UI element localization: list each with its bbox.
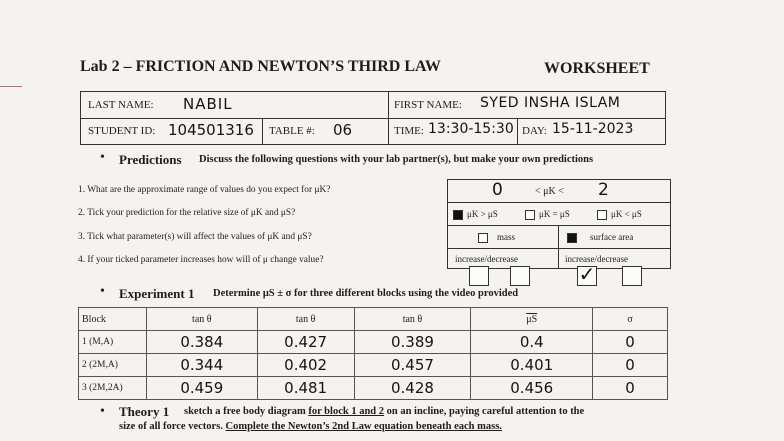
student-id-label: STUDENT ID:: [88, 125, 156, 137]
range-symbol: < μK <: [535, 186, 564, 197]
predictions-heading: Predictions: [119, 152, 182, 167]
day-field[interactable]: 15-11-2023: [552, 121, 634, 137]
time-label: TIME:: [394, 125, 424, 137]
decrease-checkbox-surface-area[interactable]: [622, 266, 642, 286]
table-row: [79, 331, 668, 354]
col-header-tan-theta-2: tan θ: [257, 308, 354, 331]
theory-line-2-b: Complete the Newton’s 2nd Law equation beneath each mass.: [225, 421, 502, 432]
col-header-sigma: σ: [593, 308, 668, 331]
relation-option-equal: μK = μS: [539, 209, 570, 219]
parameter-checkbox-mass[interactable]: [478, 233, 488, 243]
sigma-cell[interactable]: 0: [593, 377, 668, 400]
theory-line-1: [184, 406, 584, 417]
last-name-field[interactable]: NABIL: [183, 95, 233, 113]
question-4: 4. If your ticked parameter increases how will of μ change value?: [78, 255, 324, 265]
question-1: 1. What are the approximate range of values do you expect for μK?: [78, 185, 331, 195]
theory-heading: Theory 1: [119, 404, 170, 419]
tick-mark-icon: ✓: [578, 262, 596, 286]
decrease-checkbox-mass[interactable]: [510, 266, 530, 286]
col-header-tan-theta-1: tan θ: [146, 308, 257, 331]
mu-s-cell[interactable]: 0.456: [471, 377, 593, 400]
question-2: 2. Tick your prediction for the relative size of μK and μS?: [78, 208, 296, 218]
tan-theta-2-cell[interactable]: 0.402: [257, 354, 354, 377]
tan-theta-2-cell[interactable]: 0.481: [257, 377, 354, 400]
predictions-bullet: •: [100, 150, 105, 165]
block-label: 1 (M,A): [79, 331, 147, 354]
block-label: 3 (2M,2A): [79, 377, 147, 400]
experiment-table: [78, 307, 668, 400]
sigma-cell[interactable]: 0: [593, 354, 668, 377]
change-option-surface-area: increase/decrease: [565, 254, 628, 264]
worksheet-label: WORKSHEET: [544, 60, 650, 77]
theory-line-2-a: size of all force vectors.: [119, 421, 223, 432]
day-label: DAY:: [522, 125, 547, 137]
tan-theta-3-cell[interactable]: 0.428: [354, 377, 471, 400]
theory-line-1-b: for block 1 and 2: [308, 406, 384, 417]
experiment-bullet: •: [100, 284, 105, 299]
mu-s-cell[interactable]: 0.401: [471, 354, 593, 377]
relation-checkbox-greater[interactable]: [453, 210, 463, 220]
student-id-field[interactable]: 104501316: [168, 121, 254, 139]
col-header-mu-s: $\overline{\mu S}$: [471, 308, 593, 331]
tan-theta-1-cell[interactable]: 0.384: [146, 331, 257, 354]
tan-theta-3-cell[interactable]: 0.389: [354, 331, 471, 354]
parameter-option-mass: mass: [497, 232, 515, 242]
mu-k-lower-bound[interactable]: 0: [492, 180, 503, 200]
last-name-label: LAST NAME:: [88, 99, 154, 111]
change-option-mass: increase/decrease: [455, 254, 518, 264]
relation-checkbox-equal[interactable]: [525, 210, 535, 220]
table-label: TABLE #:: [269, 125, 315, 137]
mu-k-upper-bound[interactable]: 2: [598, 180, 609, 200]
tan-theta-2-cell[interactable]: 0.427: [257, 331, 354, 354]
block-label: 2 (2M,A): [79, 354, 147, 377]
table-row: [79, 354, 668, 377]
tan-theta-1-cell[interactable]: 0.344: [146, 354, 257, 377]
question-3: 3. Tick what parameter(s) will affect the values of μK and μS?: [78, 232, 312, 242]
theory-line-2: [119, 421, 502, 432]
experiment-subheading: Determine μS ± σ for three different blocks using the video provided: [213, 288, 519, 299]
theory-line-1-a: sketch a free body diagram: [184, 406, 306, 417]
theory-bullet: •: [100, 404, 105, 419]
relation-option-greater: μK > μS: [467, 209, 498, 219]
tan-theta-1-cell[interactable]: 0.459: [146, 377, 257, 400]
col-header-tan-theta-3: tan θ: [354, 308, 471, 331]
increase-checkbox-mass[interactable]: [469, 266, 489, 286]
relation-checkbox-less[interactable]: [597, 210, 607, 220]
sigma-cell[interactable]: 0: [593, 331, 668, 354]
relation-option-less: μK < μS: [611, 209, 642, 219]
parameter-option-surface-area: surface area: [590, 232, 634, 242]
parameter-checkbox-surface-area[interactable]: [567, 233, 577, 243]
predictions-subheading: Discuss the following questions with your lab partner(s), but make your own predictions: [199, 154, 594, 165]
col-header-block: Block: [79, 308, 147, 331]
time-field[interactable]: 13:30-15:30: [428, 121, 514, 137]
table-header-row: [79, 308, 668, 331]
mu-s-cell[interactable]: 0.4: [471, 331, 593, 354]
experiment-heading: Experiment 1: [119, 286, 195, 301]
lab-title: Lab 2 – FRICTION AND NEWTON’S THIRD LAW: [80, 58, 441, 75]
tan-theta-3-cell[interactable]: 0.457: [354, 354, 471, 377]
theory-line-1-c: on an incline, paying careful attention to the: [386, 406, 585, 417]
table-row: [79, 377, 668, 400]
margin-mark: [0, 86, 22, 87]
table-field[interactable]: 06: [333, 121, 353, 139]
first-name-field[interactable]: SYED INSHA ISLAM: [480, 95, 621, 111]
first-name-label: FIRST NAME:: [394, 99, 462, 111]
